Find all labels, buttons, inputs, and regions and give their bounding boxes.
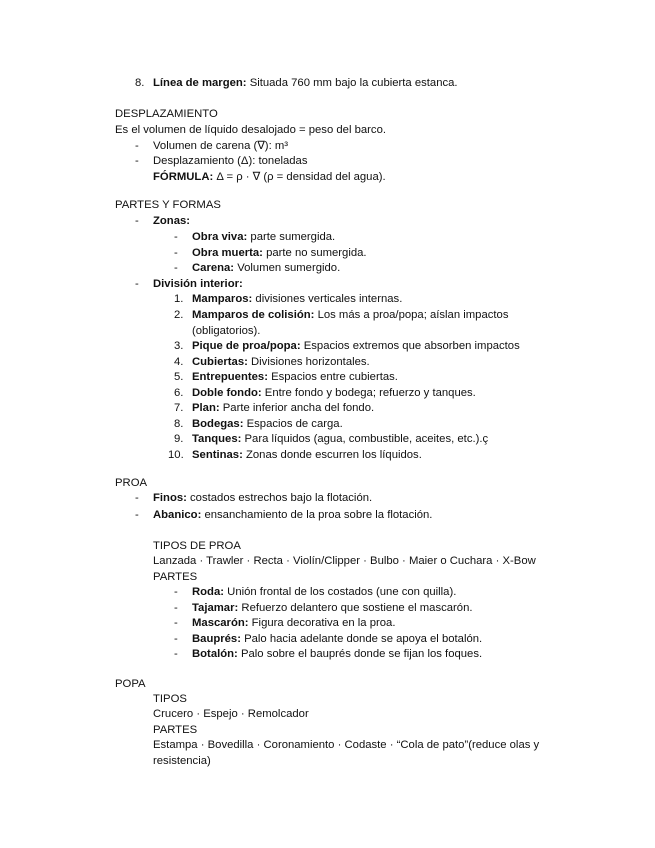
list-item: Mascarón: Figura decorativa en la proa. (192, 617, 396, 629)
list-number: 10. (168, 449, 184, 461)
partes-popa-text: Estampa · Bovedilla · Coronamiento · Codaste · “Cola de pato”(reduce olas y (153, 739, 540, 751)
bullet-dash: - (174, 617, 178, 629)
list-item: Bodegas: Espacios de carga. (192, 418, 343, 430)
bullet-dash: - (135, 140, 139, 152)
list-number: 4. (174, 356, 184, 368)
list-item: Finos: costados estrechos bajo la flotación. (153, 492, 373, 504)
list-number: 6. (174, 387, 184, 399)
formula-line (153, 170, 386, 186)
list-number: 7. (174, 402, 184, 414)
list-number: 9. (174, 433, 184, 445)
bullet-dash: - (174, 586, 178, 598)
subheading-partes-proa: PARTES (153, 571, 198, 583)
list-item: Desplazamiento (Δ): toneladas (153, 155, 308, 167)
list-item: Roda: Unión frontal de los costados (une con quilla). (192, 586, 457, 598)
bullet-dash: - (174, 231, 178, 243)
partes-popa-text-continuation: resistencia) (153, 755, 211, 767)
bullet-dash: - (135, 155, 139, 167)
list-number: 3. (174, 340, 184, 352)
list-item (153, 76, 458, 92)
subheading-partes-popa: PARTES (153, 724, 198, 736)
list-item: Obra muerta: parte no sumergida. (192, 247, 367, 259)
list-number: 1. (174, 293, 184, 305)
list-item: Tanques: Para líquidos (agua, combustible, aceites, etc.).ç (192, 433, 489, 445)
subheading-division: División interior: (153, 278, 243, 290)
bullet-dash: - (174, 262, 178, 274)
section-heading-desplazamiento: DESPLAZAMIENTO (115, 108, 218, 120)
list-item: Tajamar: Refuerzo delantero que sostiene el mascarón. (192, 602, 473, 614)
list-number: 2. (174, 309, 184, 321)
list-number: 5. (174, 371, 184, 383)
section-heading-popa: POPA (115, 678, 146, 690)
subheading-zonas: Zonas: (153, 215, 191, 227)
list-item: Sentinas: Zonas donde escurren los líquidos. (192, 449, 422, 461)
section-heading-partes-formas: PARTES Y FORMAS (115, 199, 221, 211)
list-item: Volumen de carena (∇): m³ (153, 140, 289, 152)
list-item: Mamparos de colisión: Los más a proa/popa; aíslan impactos (192, 309, 509, 321)
list-item: Botalón: Palo sobre el bauprés donde se fijan los foques. (192, 648, 483, 660)
bullet-dash: - (174, 633, 178, 645)
bullet-dash: - (135, 215, 139, 227)
list-item-continuation: (obligatorios). (192, 325, 261, 337)
list-item: Doble fondo: Entre fondo y bodega; refuerzo y tanques. (192, 387, 476, 399)
list-item: Entrepuentes: Espacios entre cubiertas. (192, 371, 398, 383)
paragraph: Es el volumen de líquido desalojado = peso del barco. (115, 124, 386, 136)
bullet-dash: - (174, 602, 178, 614)
list-number: 8. (135, 77, 145, 89)
bullet-dash: - (135, 278, 139, 290)
subheading-tipos-popa: TIPOS (153, 693, 187, 705)
formula-label: FÓRMULA: (153, 171, 214, 183)
formula-text: Δ = ρ · ∇ (ρ = densidad del agua). (216, 171, 386, 183)
list-item: Pique de proa/popa: Espacios extremos que absorben impactos (192, 340, 520, 352)
list-item: Cubiertas: Divisiones horizontales. (192, 356, 370, 368)
bullet-dash: - (174, 247, 178, 259)
section-heading-proa: PROA (115, 477, 148, 489)
bullet-dash: - (174, 648, 178, 660)
list-item: Mamparos: divisiones verticales internas. (192, 293, 403, 305)
term: Línea de margen: (153, 77, 247, 89)
bullet-dash: - (135, 492, 139, 504)
list-item: Obra viva: parte sumergida. (192, 231, 336, 243)
tipos-popa-text: Crucero · Espejo · Remolcador (153, 708, 309, 720)
bullet-dash: - (135, 509, 139, 521)
list-item: Plan: Parte inferior ancha del fondo. (192, 402, 375, 414)
tipos-proa-text: Lanzada · Trawler · Recta · Violín/Clipper · Bulbo · Maier o Cuchara · X-Bow (153, 555, 536, 567)
list-item: Carena: Volumen sumergido. (192, 262, 341, 274)
subheading-tipos-proa: TIPOS DE PROA (153, 540, 241, 552)
list-item: Abanico: ensanchamiento de la proa sobre la flotación. (153, 509, 433, 521)
list-item: Bauprés: Palo hacia adelante donde se apoya el botalón. (192, 633, 483, 645)
term-text: Situada 760 mm bajo la cubierta estanca. (249, 77, 458, 89)
list-number: 8. (174, 418, 184, 430)
